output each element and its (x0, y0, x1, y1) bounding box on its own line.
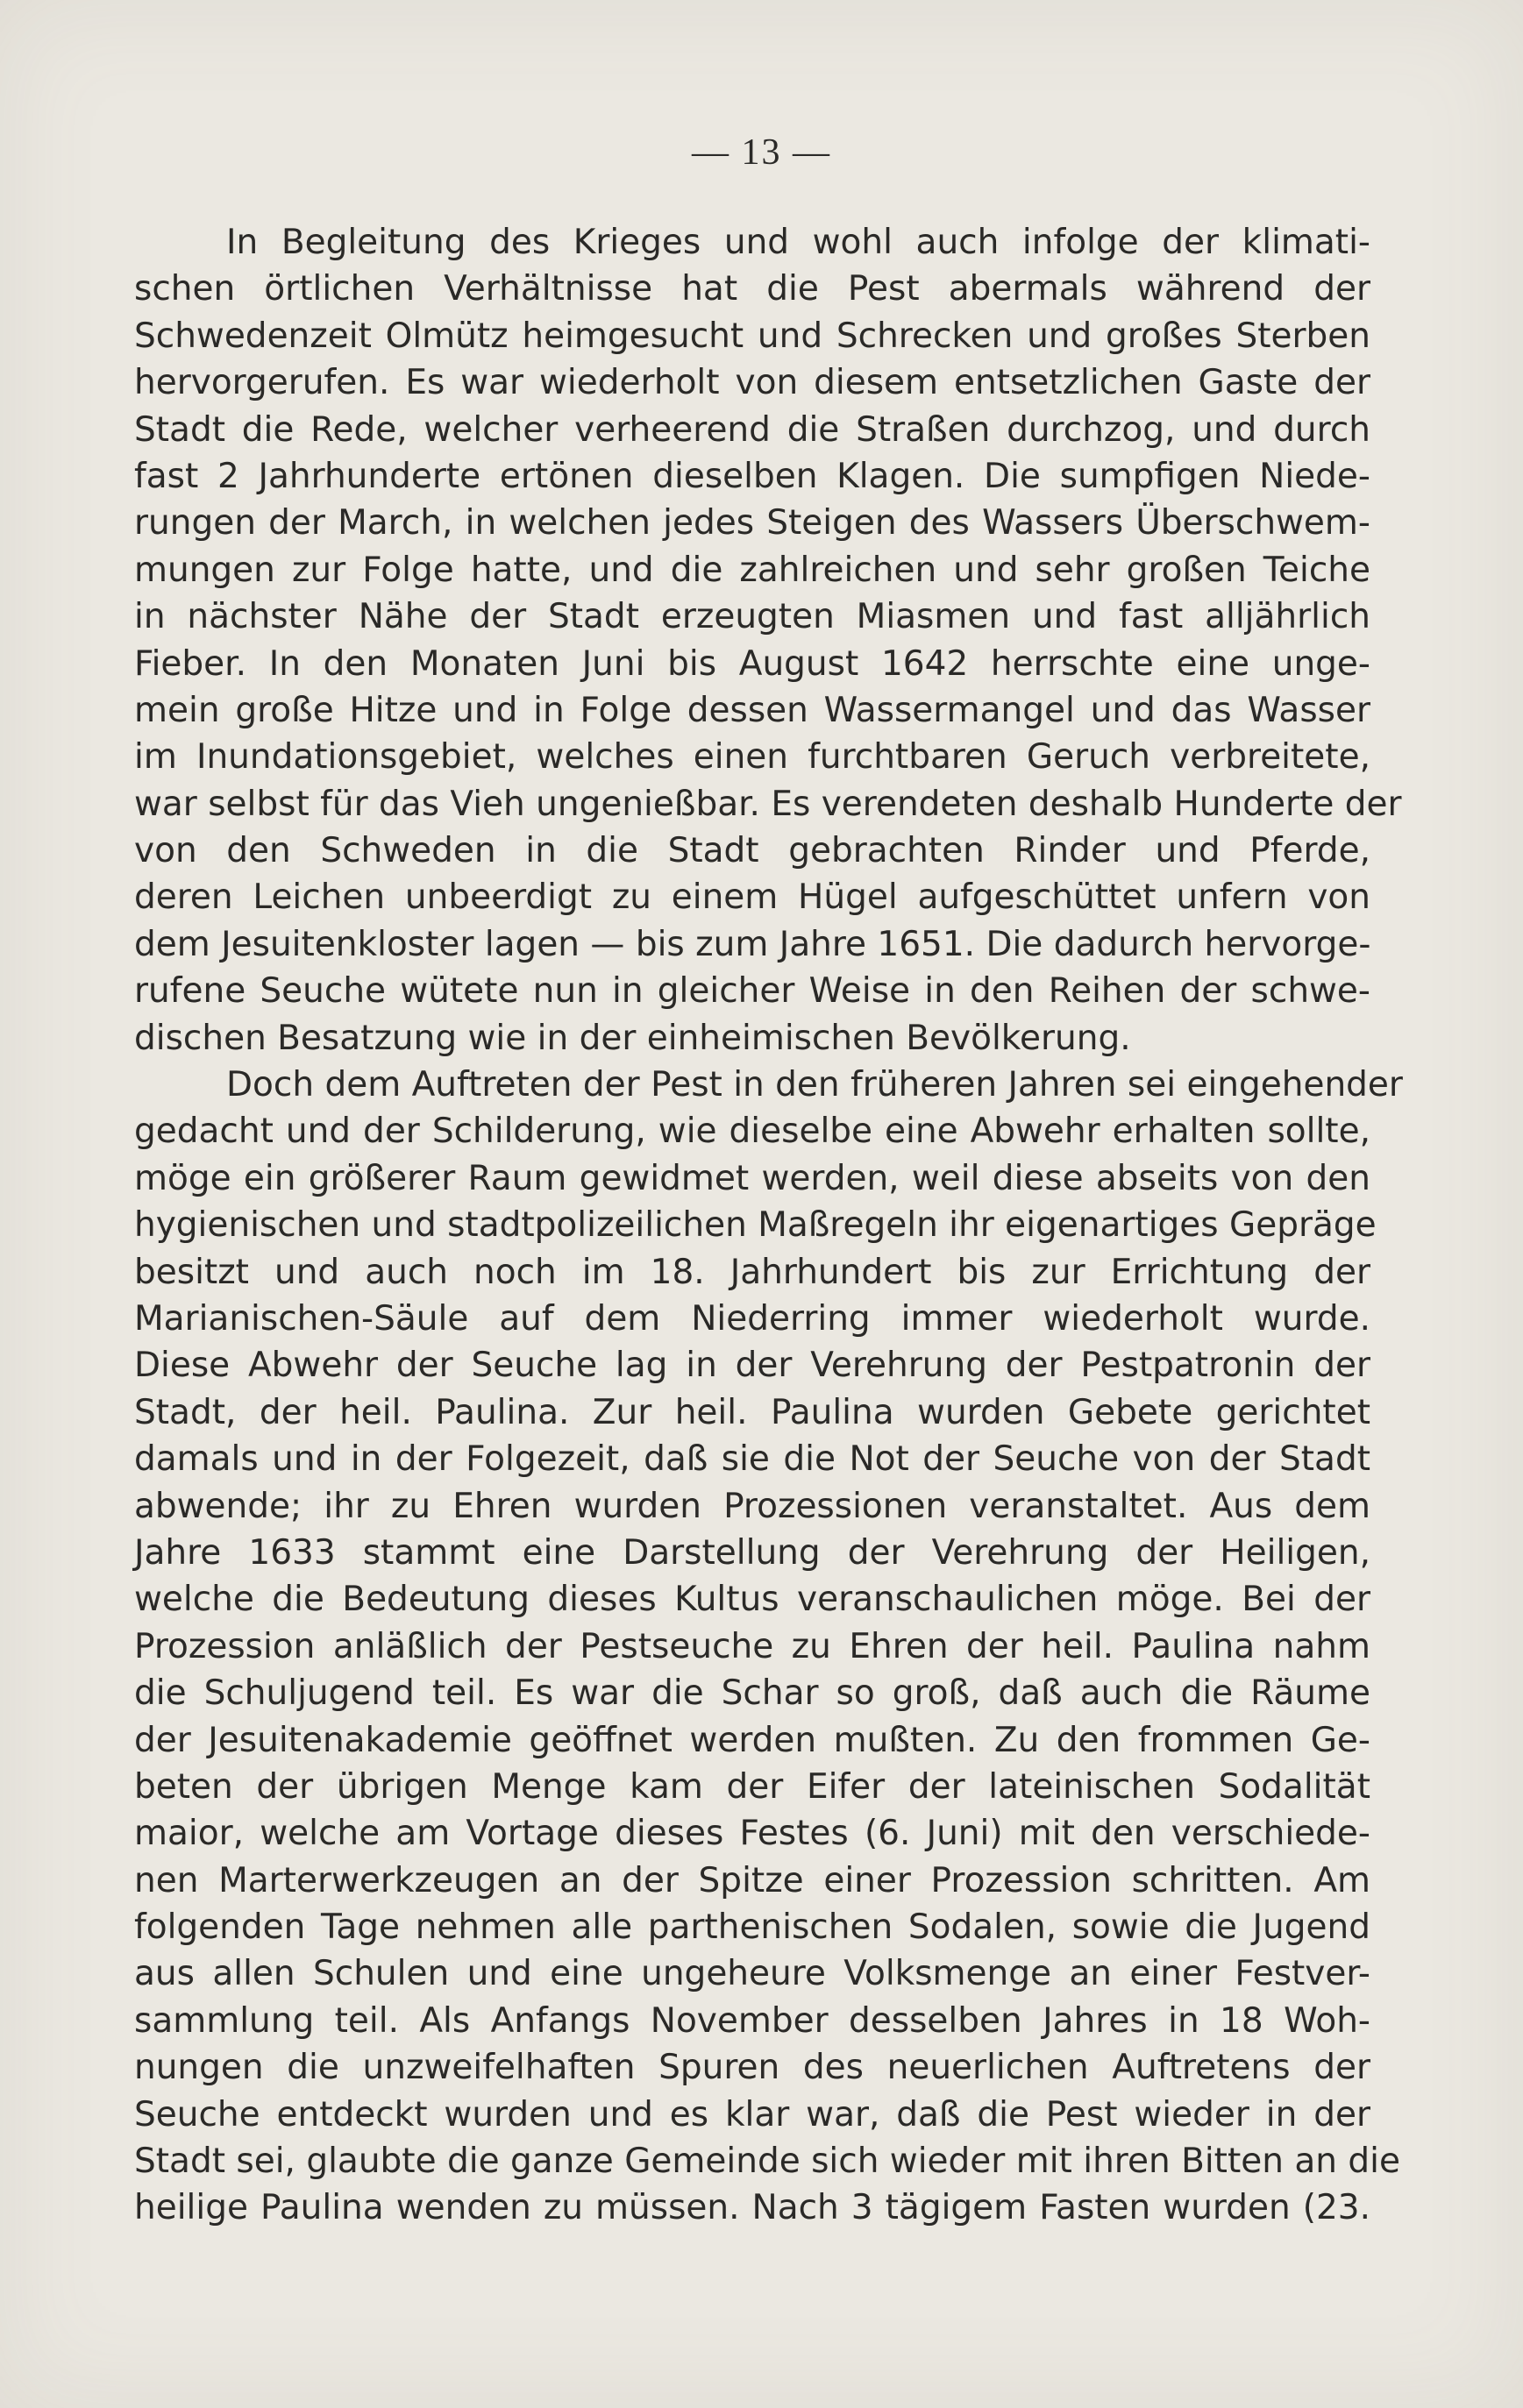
text-line: im Inundationsgebiet, welches einen furchtbaren Geruch verbreitete, (134, 737, 1370, 778)
text-line: in nächster Nähe der Stadt erzeugten Miasmen und fast alljährlich (134, 597, 1370, 637)
paragraph-1 (134, 219, 1402, 1062)
text-line: Doch dem Auftreten der Pest in den früheren Jahren sei eingehender (226, 1065, 1403, 1105)
text-line: gedacht und der Schilderung, wie dieselbe eine Abwehr erhalten sollte, (134, 1112, 1370, 1152)
text-line: der Jesuitenakademie geöffnet werden mußten. Zu den frommen Ge- (134, 1720, 1370, 1760)
text-line: die Schuljugend teil. Es war die Schar so groß, daß auch die Räume (134, 1673, 1370, 1714)
text-line: hervorgerufen. Es war wiederholt von diesem entsetzlichen Gaste der (134, 363, 1370, 403)
text-line: In Begleitung des Krieges und wohl auch infolge der klimati- (226, 223, 1370, 262)
text-line: von den Schweden in die Stadt gebrachten Rinder und Pferde, (134, 831, 1370, 871)
text-line: mungen zur Folge hatte, und die zahlreichen und sehr großen Teiche (134, 550, 1370, 590)
text-line: deren Leichen unbeerdigt zu einem Hügel aufgeschüttet unfern von (134, 877, 1370, 918)
text-line: Fieber. In den Monaten Juni bis August 1642 herrschte eine unge- (134, 643, 1370, 684)
text-line: dem Jesuitenkloster lagen — bis zum Jahre 1651. Die dadurch hervorge- (134, 924, 1371, 964)
text-line: besitzt und auch noch im 18. Jahrhundert bis zur Errichtung der (134, 1252, 1370, 1292)
text-line: rufene Seuche wütete nun in gleicher Weise in den Reihen der schwe- (134, 971, 1370, 1012)
text-line: damals und in der Folgezeit, daß sie die Not der Seuche von der Stadt (134, 1439, 1370, 1480)
body-text (134, 219, 1403, 2232)
text-line: Stadt, der heil. Paulina. Zur heil. Paulina wurden Gebete gerichtet (134, 1392, 1370, 1432)
text-line: dischen Besatzung wie in der einheimischen Bevölkerung. (134, 1018, 1131, 1058)
text-line: maior, welche am Vortage dieses Festes (6. Juni) mit den verschiede- (134, 1814, 1370, 1854)
text-line: schen örtlichen Verhältnisse hat die Pest abermals während der (134, 269, 1370, 309)
text-line: heilige Paulina wenden zu müssen. Nach 3 tägigem Fasten wurden (23. (134, 2188, 1370, 2228)
text-line: Schwedenzeit Olmütz heimgesucht und Schrecken und großes Sterben (134, 316, 1370, 356)
text-line: war selbst für das Vieh ungenießbar. Es verendeten deshalb Hunderte der (134, 784, 1402, 824)
text-line: Marianischen-Säule auf dem Niederring immer wiederholt wurde. (134, 1298, 1370, 1339)
text-line: welche die Bedeutung dieses Kultus veranschaulichen möge. Bei der (134, 1580, 1370, 1620)
text-line: Prozession anläßlich der Pestseuche zu Ehren der heil. Paulina nahm (134, 1626, 1370, 1666)
text-line: aus allen Schulen und eine ungeheure Volksmenge an einer Festver- (134, 1954, 1370, 1994)
text-line: abwende; ihr zu Ehren wurden Prozessionen veranstaltet. Aus dem (134, 1486, 1370, 1526)
text-line: Stadt die Rede, welcher verheerend die Straßen durchzog, und durch (134, 409, 1370, 450)
text-line: möge ein größerer Raum gewidmet werden, weil diese abseits von den (134, 1158, 1370, 1198)
text-line: Stadt sei, glaubte die ganze Gemeinde sich wieder mit ihren Bitten an die (134, 2142, 1400, 2182)
text-line: folgenden Tage nehmen alle parthenischen Sodalen, sowie die Jugend (134, 1907, 1370, 1948)
text-line: beten der übrigen Menge kam der Eifer der lateinischen Sodalität (134, 1766, 1370, 1807)
text-line: Jahre 1633 stammt eine Darstellung der Verehrung der Heiligen, (134, 1532, 1370, 1573)
paragraph-2 (134, 1062, 1403, 2232)
text-line: rungen der March, in welchen jedes Steigen des Wassers Überschwem- (134, 503, 1370, 543)
text-line: Seuche entdeckt wurden und es klar war, daß die Pest wieder in der (134, 2094, 1370, 2135)
text-line: nungen die unzweifelhaften Spuren des neuerlichen Auftretens der (134, 2048, 1370, 2088)
text-line: hygienischen und stadtpolizeilichen Maßregeln ihr eigenartiges Gepräge (134, 1205, 1377, 1246)
text-line: mein große Hitze und in Folge dessen Wassermangel und das Wasser (134, 690, 1370, 730)
text-line: Diese Abwehr der Seuche lag in der Verehrung der Pestpatronin der (134, 1346, 1370, 1386)
text-line: sammlung teil. Als Anfangs November desselben Jahres in 18 Woh- (134, 2000, 1370, 2041)
page-number: — 13 — (692, 132, 831, 173)
text-line: fast 2 Jahrhunderte ertönen dieselben Klagen. Die sumpfigen Niede- (134, 456, 1370, 496)
text-line: nen Marterwerkzeugen an der Spitze einer Prozession schritten. Am (134, 1860, 1370, 1900)
